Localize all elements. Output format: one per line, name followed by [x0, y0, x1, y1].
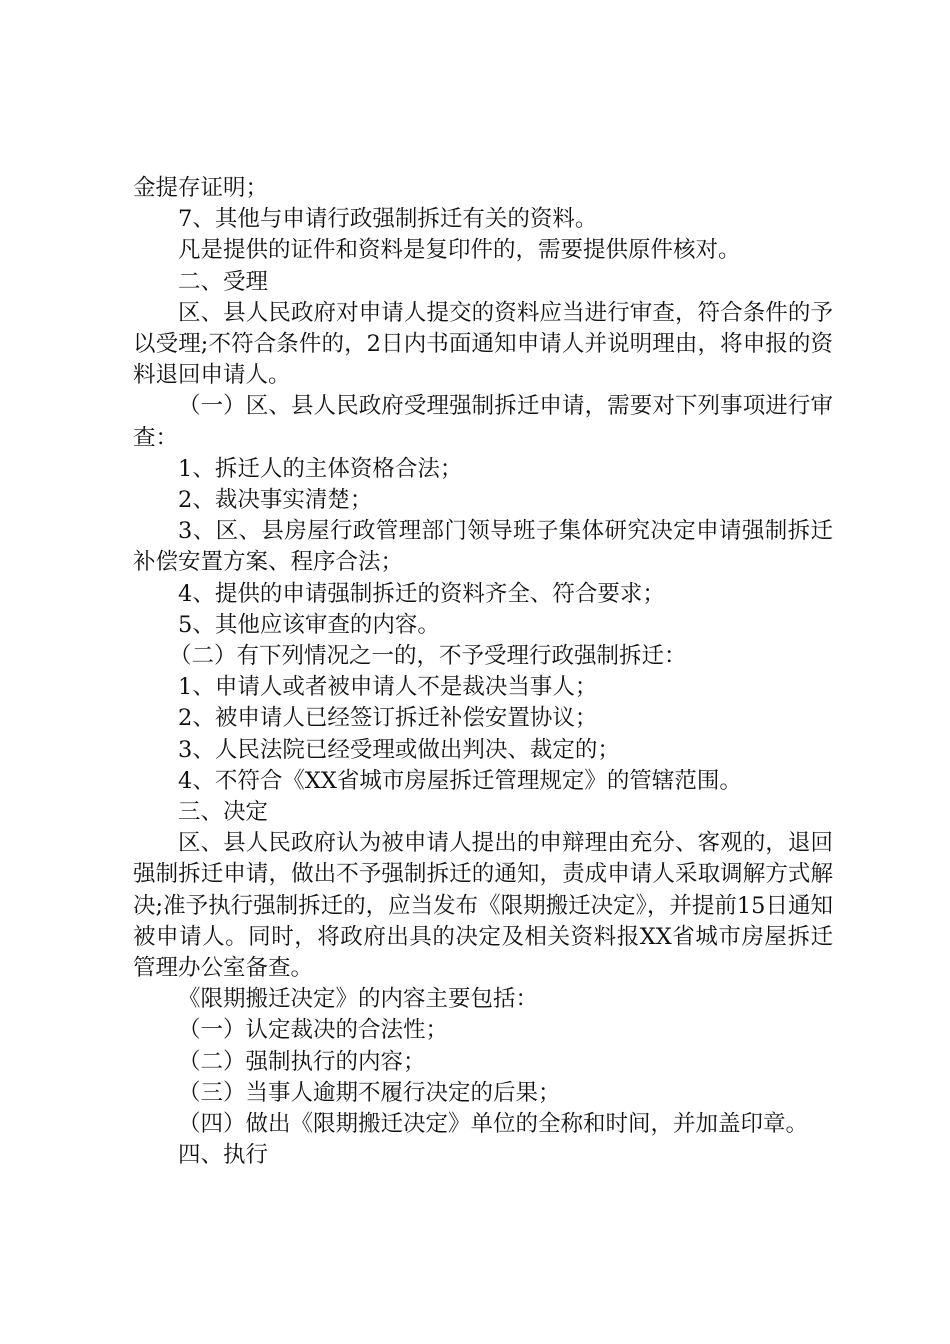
paragraph: 3、区、县房屋行政管理部门领导班子集体研究决定申请强制拆迁补偿安置方案、程序合法； [133, 518, 833, 576]
paragraph: 3、人民法院已经受理或做出判决、裁定的； [178, 736, 620, 763]
paragraph: （一）区、县人民政府受理强制拆迁申请，需要对下列事项进行审查： [133, 393, 833, 451]
paragraph: 三、决定 [178, 799, 269, 826]
paragraph: 5、其他应该审查的内容。 [178, 611, 440, 638]
paragraph: 凡是提供的证件和资料是复印件的，需要提供原件核对。 [178, 237, 741, 264]
paragraph: 四、执行 [178, 1142, 269, 1169]
paragraph: （二）强制执行的内容； [178, 1048, 426, 1075]
paragraph: 1、拆迁人的主体资格合法； [178, 455, 463, 482]
paragraph: （二）有下列情况之一的，不予受理行政强制拆迁： [169, 643, 687, 670]
paragraph: 二、受理 [178, 268, 269, 295]
paragraph: 1、申请人或者被申请人不是裁决当事人； [178, 674, 598, 701]
paragraph: 2、裁决事实清楚； [178, 487, 373, 514]
document-body [133, 173, 833, 1172]
paragraph: 4、提供的申请强制拆迁的资料齐全、符合要求； [178, 580, 665, 607]
paragraph: （三）当事人逾期不履行决定的后果； [178, 1079, 561, 1106]
paragraph: 2、被申请人已经签订拆迁补偿安置协议； [178, 705, 598, 732]
paragraph: 区、县人民政府对申请人提交的资料应当进行审查，符合条件的予以受理;不符合条件的，2日内书面通知申请人并说明理由，将申报的资料退回申请人。 [133, 299, 833, 389]
paragraph: 《限期搬迁决定》的内容主要包括： [178, 986, 539, 1013]
paragraph: 4、不符合《XX省城市房屋拆迁管理规定》的管辖范围。 [178, 767, 742, 794]
paragraph: （一）认定裁决的合法性； [178, 1017, 449, 1044]
paragraph: 区、县人民政府认为被申请人提出的申辩理由充分、客观的，退回强制拆迁申请，做出不予强制拆迁的通知，责成申请人采取调解方式解决;准予执行强制拆迁的，应当发布《限期搬迁决定》，并提前15日通知被申请人。同时，将政府出具的决定及相关资料报XX省城市房屋拆迁管理办公室备查。 [133, 830, 833, 982]
paragraph: （四）做出《限期搬迁决定》单位的全称和时间，并加盖印章。 [178, 1111, 809, 1138]
paragraph: 金提存证明； [133, 175, 269, 201]
paragraph: 7、其他与申请行政强制拆迁有关的资料。 [178, 206, 598, 233]
